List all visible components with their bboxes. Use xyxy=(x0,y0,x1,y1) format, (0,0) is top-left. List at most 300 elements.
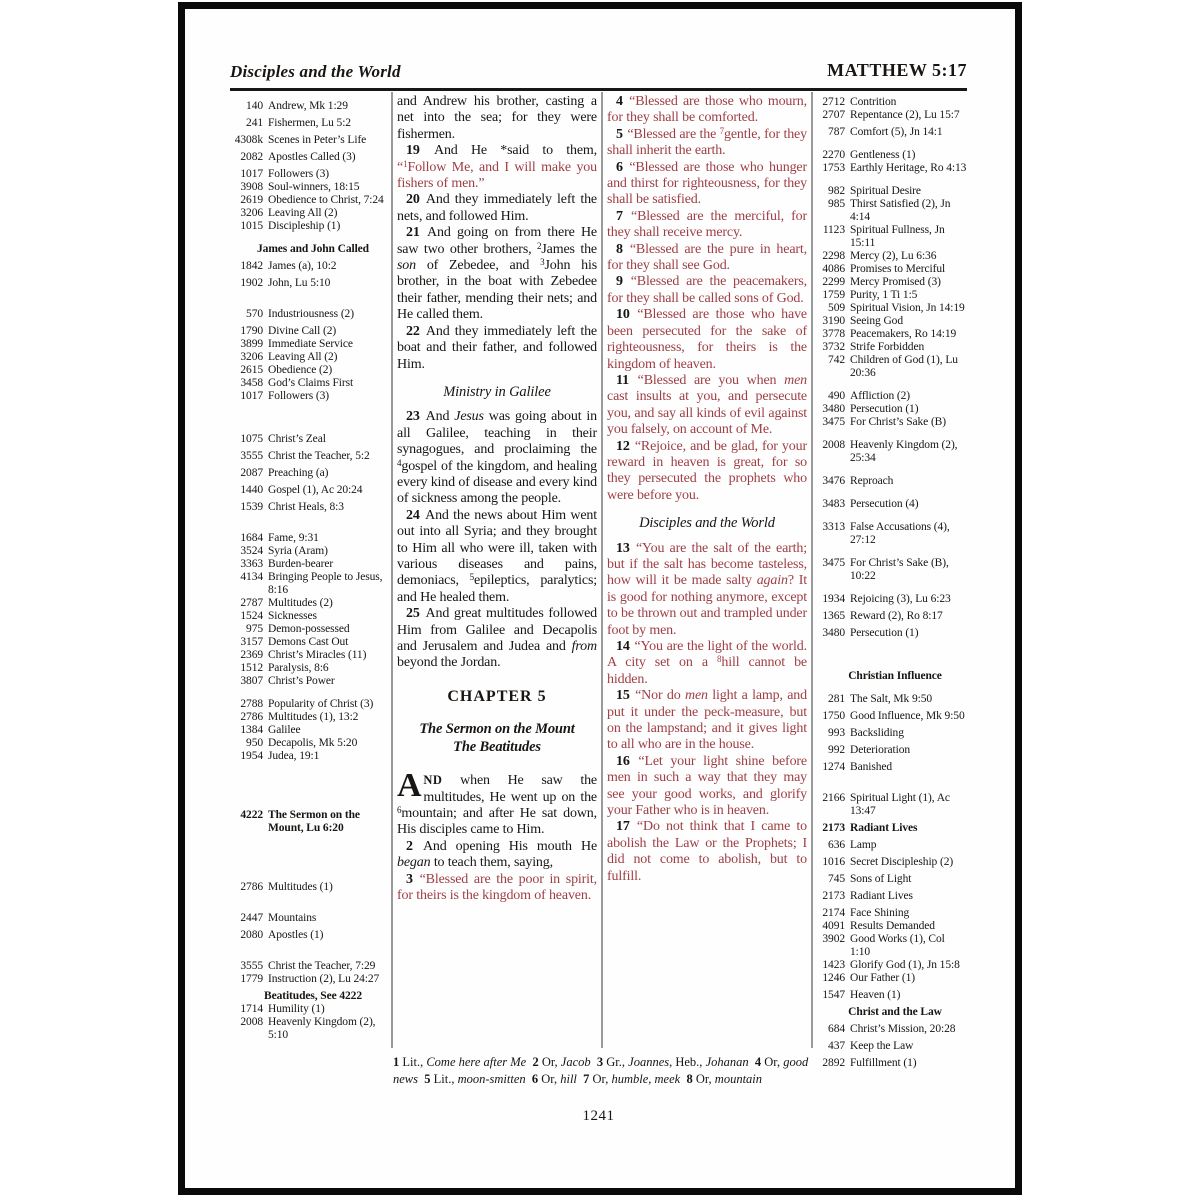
verse-number: 13 xyxy=(616,540,635,556)
chain-topic-label: Radiant Lives xyxy=(850,890,913,902)
chain-topic-number: 3363 xyxy=(240,558,263,570)
chain-topic-number: 1902 xyxy=(240,277,263,289)
running-head-section-title: Disciples and the World xyxy=(230,62,401,81)
chain-topic-number: 2787 xyxy=(240,597,263,609)
column-divider xyxy=(601,92,603,1048)
chain-topic-number: 2082 xyxy=(240,151,263,163)
chain-topic-label: Decapolis, Mk 5:20 xyxy=(268,737,358,749)
chain-reference-entry xyxy=(231,929,389,942)
verse-number: 9 xyxy=(616,274,630,290)
chain-topic-number: 4222 xyxy=(240,809,263,821)
chain-topic-label: Christ’s Miracles (11) xyxy=(268,649,367,661)
footnote-marker: 5 xyxy=(469,572,475,583)
chain-reference-entry xyxy=(231,597,389,610)
chain-topic-label: Spiritual Light (1), Ac 13:47 xyxy=(850,792,950,817)
text-run: “Blessed are the peacemakers, for they shall be called sons of God. xyxy=(607,274,807,306)
chain-reference-entry xyxy=(231,675,389,688)
chain-reference-entry xyxy=(817,289,967,302)
footnote-run: Lit., xyxy=(399,1055,427,1069)
chain-topic-number: 1714 xyxy=(240,1003,263,1015)
chain-topic-number: 1015 xyxy=(240,220,263,232)
chain-topic-label: Obedience to Christ, 7:24 xyxy=(268,194,384,206)
chain-topic-number: 3480 xyxy=(822,627,845,639)
chain-topic-label: Rejoicing (3), Lu 6:23 xyxy=(850,593,951,605)
chain-topic-number: 742 xyxy=(828,354,845,366)
text-run: gospel of the kingdom, and healing every kind of disease and every kind of sickness among the people. xyxy=(397,458,597,507)
text-run: “Blessed are the pure in heart, for they shall see God. xyxy=(607,241,807,274)
verse-number: 8 xyxy=(616,241,629,257)
chain-topic-label: Fulfillment (1) xyxy=(850,1057,917,1069)
verse-number: 17 xyxy=(616,819,636,835)
chain-reference-entry xyxy=(231,207,389,220)
chain-topic-number: 1274 xyxy=(822,761,845,773)
chain-reference-entry xyxy=(231,649,389,662)
chain-topic-label: Results Demanded xyxy=(850,920,935,932)
text-run: “Blessed are the poor in spirit, for theirs is the kingdom of heaven. xyxy=(397,871,597,904)
chain-reference-entry xyxy=(817,920,967,933)
scripture-column-left xyxy=(397,94,597,1048)
text-run: “Blessed are those who hunger and thirst for righteousness, for they shall be satisfied. xyxy=(607,159,808,208)
verse xyxy=(397,225,597,323)
footnote-run: 1 xyxy=(393,1055,400,1069)
chain-topic-label: Radiant Lives xyxy=(850,822,918,834)
chain-topic-label: Mountains xyxy=(268,912,317,924)
chain-topic-label: Divine Call (2) xyxy=(268,325,337,337)
chain-reference-entry xyxy=(231,698,389,711)
footnote-run: 5 xyxy=(424,1071,431,1086)
chain-topic-label: Peacemakers, Ro 14:19 xyxy=(850,328,957,340)
chain-topic-label: Gospel (1), Ac 20:24 xyxy=(268,484,363,496)
chain-topic-label: Andrew, Mk 1:29 xyxy=(268,100,348,112)
text-run: And they immediately left the boat and their father, and followed Him. xyxy=(397,323,597,372)
chain-topic-number: 1440 xyxy=(240,484,263,496)
chain-topic-number: 1750 xyxy=(822,710,845,722)
chain-topic-label: Our Father (1) xyxy=(850,972,916,984)
chain-topic-label: Leaving All (2) xyxy=(268,351,338,363)
chain-reference-entry xyxy=(231,973,389,986)
text-run: “Blessed are those who mourn, for they shall be comforted. xyxy=(607,94,807,126)
verse-number: 15 xyxy=(616,688,635,704)
chain-reference-entry xyxy=(231,364,389,377)
chain-group-heading: Beatitudes, See 4222 xyxy=(264,990,362,1002)
chain-topic-number: 992 xyxy=(828,744,845,756)
chain-reference-entry xyxy=(817,328,967,341)
chain-reference-entry xyxy=(231,737,389,750)
chain-reference-entry xyxy=(231,194,389,207)
chain-topic-number: 1954 xyxy=(240,750,263,762)
verse xyxy=(397,606,597,672)
chain-topic-label: Immediate Service xyxy=(268,338,353,350)
verse-number: 6 xyxy=(616,159,629,175)
chain-reference-entry xyxy=(817,250,967,263)
chain-topic-label: Heavenly Kingdom (2), 5:10 xyxy=(268,1016,376,1041)
footnote-marker: 4 xyxy=(397,457,402,468)
chain-topic-label: Reward (2), Ro 8:17 xyxy=(850,610,943,622)
chain-reference-entry xyxy=(817,593,967,606)
chain-topic-label: Discipleship (1) xyxy=(268,220,341,232)
text-run: men xyxy=(784,372,807,388)
drop-cap: A xyxy=(397,767,422,805)
chain-topic-number: 3157 xyxy=(240,636,263,648)
chain-topic-label: Heavenly Kingdom (2), 25:34 xyxy=(850,439,958,464)
chain-reference-entry xyxy=(817,610,967,623)
chain-topic-number: 3899 xyxy=(240,338,263,350)
text-run: James the xyxy=(541,241,597,257)
chain-reference-entry xyxy=(817,1040,967,1053)
chain-topic-label: Bringing People to Jesus, 8:16 xyxy=(268,571,383,596)
chain-topic-number: 3480 xyxy=(822,403,845,415)
text-run: And opening His mouth He xyxy=(422,838,598,854)
chain-topic-label: Banished xyxy=(850,761,892,773)
chain-topic-number: 985 xyxy=(828,198,845,210)
chain-topic-number: 1934 xyxy=(822,593,845,605)
chain-topic-number: 3732 xyxy=(822,341,845,353)
chain-topic-label: Spiritual Vision, Jn 14:19 xyxy=(850,302,965,314)
chain-topic-number: 1246 xyxy=(822,972,845,984)
chain-topic-number: 975 xyxy=(246,623,263,635)
footnote-run: moon-smitten xyxy=(457,1071,526,1086)
chain-topic-number: 2447 xyxy=(240,912,263,924)
chain-topic-number: 570 xyxy=(246,308,263,320)
chain-topic-number: 437 xyxy=(828,1040,845,1052)
text-run: ? It is good for nothing anymore, except to be thrown out and trampled under foot by men. xyxy=(607,573,808,638)
chain-topic-label: Judea, 19:1 xyxy=(268,750,320,762)
chain-reference-entry xyxy=(231,636,389,649)
footnote-line xyxy=(393,1054,829,1087)
chain-reference-entry xyxy=(817,627,967,640)
chain-topic-label: Contrition xyxy=(850,96,897,108)
drop-cap-rest: ND xyxy=(423,773,443,788)
chain-topic-label: Christ’s Zeal xyxy=(268,433,326,445)
chain-reference-entry xyxy=(817,761,967,774)
chain-topic-label: Sicknesses xyxy=(268,610,317,622)
chain-topic-label: Christ the Teacher, 5:2 xyxy=(268,450,370,462)
chain-topic-number: 3778 xyxy=(822,328,845,340)
chain-reference-entry xyxy=(817,1057,967,1070)
chain-topic-number: 1423 xyxy=(822,959,845,971)
chain-reference-entry xyxy=(231,467,389,480)
chain-topic-number: 1365 xyxy=(822,610,845,622)
chain-group-heading: Christian Influence xyxy=(848,670,942,682)
verse xyxy=(397,143,597,192)
verse xyxy=(397,324,597,373)
chain-reference-entry xyxy=(817,96,967,109)
chain-reference-entry xyxy=(817,185,967,198)
text-run: “Do not think that I came to abolish the Law or the Prophets; I did not come to abolish, but to fulfill. xyxy=(607,819,807,884)
chain-reference-entry xyxy=(231,151,389,164)
footnote-run: Or, xyxy=(589,1071,612,1086)
chain-topic-number: 1016 xyxy=(822,856,845,868)
chain-topic-label: Fishermen, Lu 5:2 xyxy=(268,117,351,129)
chain-topic-label: The Salt, Mk 9:50 xyxy=(850,693,932,705)
footnote-marker: 7 xyxy=(719,125,724,136)
chain-topic-number: 2270 xyxy=(822,149,845,161)
verse-number: 5 xyxy=(616,126,627,142)
text-run: And xyxy=(425,409,455,425)
chain-topic-number: 636 xyxy=(828,839,845,851)
chain-topic-number: 745 xyxy=(828,873,845,885)
chain-reference-entry xyxy=(231,881,389,894)
chain-topic-label: Face Shining xyxy=(850,907,910,919)
chain-reference-entry xyxy=(231,501,389,514)
chain-topic-label: Mercy Promised (3) xyxy=(850,276,941,288)
chain-reference-entry xyxy=(231,433,389,446)
chain-topic-number: 281 xyxy=(828,693,845,705)
chain-topic-number: 490 xyxy=(828,390,845,402)
chain-topic-number: 2786 xyxy=(240,881,263,893)
chain-topic-label: Industriousness (2) xyxy=(268,308,354,320)
chain-reference-entry xyxy=(231,390,389,403)
verse xyxy=(607,754,807,820)
chain-reference-entry xyxy=(231,532,389,545)
chain-topic-number: 509 xyxy=(828,302,845,314)
chain-topic-label: Lamp xyxy=(850,839,877,851)
chain-topic-label: Backsliding xyxy=(850,727,904,739)
chain-reference-entry xyxy=(817,972,967,985)
verse-number: 12 xyxy=(616,438,634,454)
chain-topic-label: Seeing God xyxy=(850,315,903,327)
chain-topic-number: 2166 xyxy=(822,792,845,804)
chain-topic-number: 3458 xyxy=(240,377,263,389)
chain-reference-entry xyxy=(817,341,967,354)
chain-topic-label: Children of God (1), Lu 20:36 xyxy=(850,354,958,379)
chapter-heading: CHAPTER 5 xyxy=(447,687,547,705)
text-run: And going on from there He saw two other brothers, xyxy=(397,225,597,257)
verse xyxy=(607,688,807,754)
chain-reference-entry xyxy=(817,710,967,723)
chain-topic-number: 3475 xyxy=(822,557,845,569)
chain-topic-label: John, Lu 5:10 xyxy=(268,277,331,289)
chain-topic-label: Purity, 1 Ti 1:5 xyxy=(850,289,918,301)
verse xyxy=(397,839,597,872)
chain-topic-label: Christ’s Power xyxy=(268,675,335,687)
chain-topic-label: Repentance (2), Lu 15:7 xyxy=(850,109,960,121)
footnote-run: Lit., xyxy=(430,1071,458,1086)
text-run: And the news about Him went out into all Syria; and they brought to Him all who were ill, taken with various diseases and pains, demoniacs, xyxy=(397,507,597,589)
chain-topic-label: Instruction (2), Lu 24:27 xyxy=(268,973,380,985)
chain-topic-number: 1842 xyxy=(240,260,263,272)
chain-reference-entry xyxy=(231,100,389,113)
chain-reference-entry xyxy=(817,557,967,583)
footnote-marker: 1 xyxy=(403,158,408,169)
text-run: gentle, for they shall inherit the earth. xyxy=(607,126,807,159)
chain-topic-label: Paralysis, 8:6 xyxy=(268,662,329,674)
chain-topic-number: 2173 xyxy=(822,822,845,834)
chain-topic-label: Gentleness (1) xyxy=(850,149,916,161)
verse-number: 23 xyxy=(406,409,425,425)
chain-topic-label: Multitudes (1) xyxy=(268,881,333,893)
chain-reference-entry xyxy=(231,308,389,321)
verse-number: 7 xyxy=(616,208,631,224)
chain-topic-number: 3483 xyxy=(822,498,845,510)
text-run: “Blessed are you when xyxy=(637,372,785,388)
chain-topic-label: Persecution (4) xyxy=(850,498,919,510)
chain-reference-entry xyxy=(817,390,967,403)
verse xyxy=(397,409,597,507)
text-run: Jesus xyxy=(454,409,484,425)
chain-topic-number: 3902 xyxy=(822,933,845,945)
chain-reference-entry xyxy=(231,558,389,571)
chain-topic-label: Apostles Called (3) xyxy=(268,151,356,163)
verse xyxy=(397,192,597,225)
text-run: epileptics, paralytics; and He healed them. xyxy=(397,573,597,605)
chain-topic-label: Popularity of Christ (3) xyxy=(268,698,374,710)
chain-reference-entry xyxy=(817,498,967,511)
text-run: “You are the light of the world. A city set on a xyxy=(607,639,807,671)
footnote-run: good news xyxy=(393,1055,809,1086)
chain-topic-label: Persecution (1) xyxy=(850,627,919,639)
chain-topic-label: For Christ’s Sake (B) xyxy=(850,416,946,428)
text-run: again xyxy=(756,573,788,589)
verse-number: 20 xyxy=(406,192,425,208)
chain-topic-number: 2712 xyxy=(822,96,845,108)
text-run: “You are the salt of the earth; but if the salt has become tasteless, how will it be made salty xyxy=(607,540,807,589)
chain-topic-label: Syria (Aram) xyxy=(268,545,328,557)
chain-topic-label: Spiritual Desire xyxy=(850,185,921,197)
chain-topic-label: Humility (1) xyxy=(268,1003,325,1015)
chain-reference-entry xyxy=(817,439,967,465)
chain-topic-label: Earthly Heritage, Ro 4:13 xyxy=(850,162,967,174)
verse xyxy=(397,767,597,839)
verse-number: 3 xyxy=(406,871,419,887)
chain-topic-number: 2174 xyxy=(822,907,845,919)
chain-reference-entry xyxy=(231,277,389,290)
chain-topic-number: 3524 xyxy=(240,545,263,557)
chain-reference-entry xyxy=(817,109,967,122)
chain-reference-entry xyxy=(817,315,967,328)
verse-number: 4 xyxy=(616,94,629,109)
footnote-run: 4 xyxy=(754,1055,762,1069)
chain-topic-number: 4134 xyxy=(240,571,263,583)
text-run: son xyxy=(397,258,416,274)
chain-topic-label: For Christ’s Sake (B), 10:22 xyxy=(850,557,949,582)
chain-topic-number: 1017 xyxy=(240,390,263,402)
chain-topic-number: 1684 xyxy=(240,532,263,544)
chain-reference-entry xyxy=(231,623,389,636)
chain-topic-number: 241 xyxy=(246,117,263,129)
chain-topic-number: 2298 xyxy=(822,250,845,262)
chain-topic-number: 3206 xyxy=(240,351,263,363)
text-run: light a lamp, and put it under the peck-measure, but on the lampstand; and it gives light to all who are in the house. xyxy=(607,688,807,753)
chain-reference-entry xyxy=(231,912,389,925)
chain-topic-number: 3313 xyxy=(822,521,845,533)
chain-reference-entry xyxy=(817,403,967,416)
section-heading: Ministry in Galilee xyxy=(443,383,551,400)
chain-topic-number: 1759 xyxy=(822,289,845,301)
chain-group-heading: Christ and the Law xyxy=(848,1006,942,1018)
verse xyxy=(607,274,807,307)
chain-topic-number: 1547 xyxy=(822,989,845,1001)
text-run: “Blessed are the xyxy=(627,126,720,142)
text-run: to teach them, saying, xyxy=(430,855,553,871)
footnote-run: Joannes xyxy=(628,1055,670,1069)
verse-number: 11 xyxy=(616,372,637,388)
chain-reference-entry xyxy=(231,450,389,463)
chain-topic-number: 1384 xyxy=(240,724,263,736)
translation-footnotes xyxy=(393,1054,829,1087)
verse-number: 16 xyxy=(616,753,638,769)
chain-topic-label: Thirst Satisfied (2), Jn 4:14 xyxy=(850,198,951,223)
chain-topic-label: Galilee xyxy=(268,724,301,736)
text-run: cast insults at you, and persecute you, and say all kinds of evil against you falsely, on account of Me. xyxy=(607,389,807,438)
verse-number: 14 xyxy=(616,639,634,654)
chain-reference-entry xyxy=(817,354,967,380)
chain-reference-entry xyxy=(817,727,967,740)
chain-topic-number: 3555 xyxy=(240,960,263,972)
chain-reference-entry xyxy=(817,224,967,250)
footnote-run: 8 xyxy=(686,1071,693,1086)
running-head-book-chapter-verse: MATTHEW 5:17 xyxy=(827,60,967,80)
chain-topic-label: Promises to Merciful xyxy=(850,263,946,275)
footnote-run: Or, xyxy=(692,1071,715,1086)
footnote-marker: 6 xyxy=(397,805,402,816)
chain-topic-label: Soul-winners, 18:15 xyxy=(268,181,360,193)
chain-topic-label: Heaven (1) xyxy=(850,989,901,1001)
chain-reference-entry xyxy=(817,890,967,903)
chain-reference-column-left xyxy=(231,96,389,1048)
chain-reference-entry xyxy=(817,475,967,488)
chain-topic-label: Christ Heals, 8:3 xyxy=(268,501,344,513)
chain-topic-label: Demon-possessed xyxy=(268,623,350,635)
chain-topic-number: 3190 xyxy=(822,315,845,327)
footnote-run: Come here after Me xyxy=(426,1055,527,1069)
chain-reference-entry xyxy=(817,907,967,920)
chain-topic-number: 3476 xyxy=(822,475,845,487)
chain-reference-entry xyxy=(231,1003,389,1016)
chain-topic-label: Good Works (1), Col 1:10 xyxy=(850,933,945,958)
chain-topic-number: 2008 xyxy=(240,1016,263,1028)
chain-reference-entry xyxy=(231,610,389,623)
chain-topic-label: False Accusations (4), 27:12 xyxy=(850,521,950,546)
text-run: John his brother, in the boat with Zebedee their father, mending their nets; and He called them. xyxy=(397,258,598,323)
chain-topic-label: Keep the Law xyxy=(850,1040,914,1052)
text-run: Follow Me, and I will make you fishers of men.” xyxy=(397,159,597,192)
footnote-run: mountain xyxy=(714,1071,763,1086)
chain-topic-number: 3206 xyxy=(240,207,263,219)
section-heading: Disciples and the World xyxy=(639,515,775,532)
footnote-run: Or, xyxy=(538,1055,561,1069)
verse xyxy=(397,872,597,905)
chain-topic-number: 140 xyxy=(246,100,263,112)
verse-number: 21 xyxy=(406,225,427,241)
chain-reference-entry xyxy=(231,338,389,351)
chain-reference-entry xyxy=(231,545,389,558)
chain-topic-label: Preaching (a) xyxy=(268,467,329,479)
text-run: “Let your light shine before men in such a way that they may see your good works, and glorify your Father who is in heaven. xyxy=(607,753,807,819)
chain-reference-entry xyxy=(817,693,967,706)
text-run: began xyxy=(397,855,431,871)
chain-reference-entry xyxy=(231,724,389,737)
verse xyxy=(607,160,807,209)
chain-reference-entry xyxy=(817,126,967,139)
verse xyxy=(397,508,597,606)
chain-topic-number: 2080 xyxy=(240,929,263,941)
header-rule xyxy=(230,88,967,91)
chain-reference-column-right xyxy=(817,96,967,1069)
chain-topic-number: 684 xyxy=(828,1023,845,1035)
chain-topic-number: 3555 xyxy=(240,450,263,462)
chain-topic-label: Sons of Light xyxy=(850,873,912,885)
page-number: 1241 xyxy=(582,1108,615,1124)
section-heading: The Sermon on the Mount The Beatitudes xyxy=(419,721,575,756)
chain-topic-number: 3908 xyxy=(240,181,263,193)
chain-topic-number: 1779 xyxy=(240,973,263,985)
chain-topic-number: 1753 xyxy=(822,162,845,174)
footnote-run: , Heb., xyxy=(669,1055,706,1069)
verse-continuation xyxy=(397,94,597,143)
text-run: was going about in all Galilee, teaching in their synagogues, and proclaiming the xyxy=(397,409,597,458)
verse-number: 19 xyxy=(406,143,433,159)
